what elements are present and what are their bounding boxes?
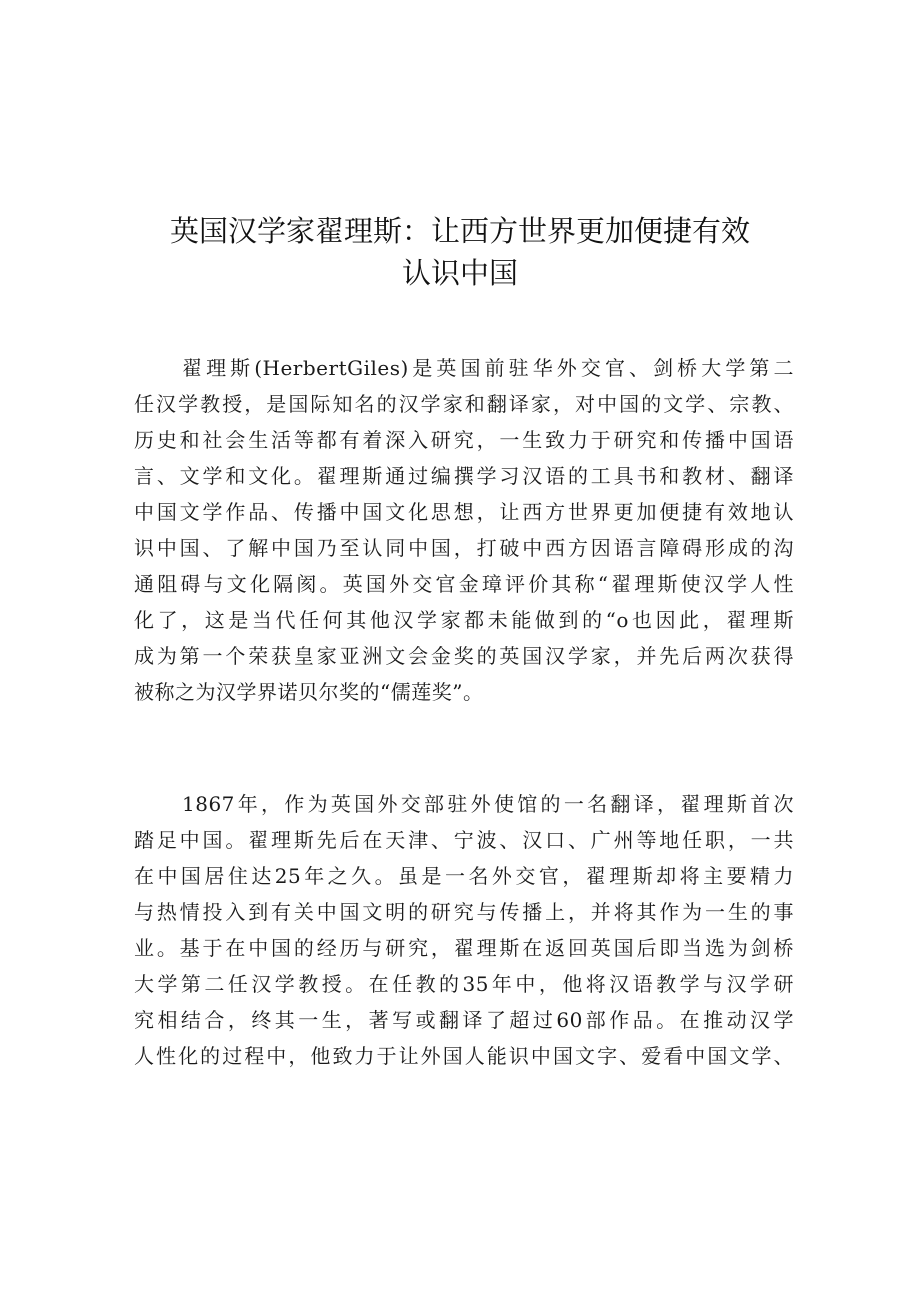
paragraph-1-line-1: 翟理斯(HerbertGiles)是英国前驻华外交官、剑桥大学第二	[182, 356, 794, 380]
paragraph-1-line-9: 成为第一个荣获皇家亚洲文会金奖的英国汉学家，并先后两次获得	[134, 644, 794, 668]
paragraph-2-line-2: 踏足中国。翟理斯先后在天津、宁波、汉口、广州等地任职，一共	[134, 828, 794, 852]
paragraph-1	[134, 350, 794, 710]
paragraph-1-line-8: 化了，这是当代任何其他汉学家都未能做到的“o也因此，翟理斯	[134, 608, 794, 632]
paragraph-2-line-6: 大学第二任汉学教授。在任教的35年中，他将汉语教学与汉学研	[134, 972, 794, 996]
paragraph-1-line-10: 被称之为汉学界诺贝尔奖的“儒莲奖”。	[134, 680, 484, 704]
paragraph-2	[134, 786, 794, 1074]
paragraph-2-line-8: 人性化的过程中，他致力于让外国人能识中国文字、爱看中国文学、	[134, 1044, 794, 1068]
paragraph-1-line-3: 历史和社会生活等都有着深入研究，一生致力于研究和传播中国语	[134, 428, 794, 452]
paragraph-1-line-7: 通阻碍与文化隔阂。英国外交官金璋评价其称“翟理斯使汉学人性	[134, 572, 794, 596]
document-title-line-1: 英国汉学家翟理斯：让西方世界更加便捷有效	[169, 214, 750, 248]
paragraph-2-line-7: 究相结合，终其一生，著写或翻译了超过60部作品。在推动汉学	[134, 1008, 794, 1032]
paragraph-1-line-4: 言、文学和文化。翟理斯通过编撰学习汉语的工具书和教材、翻译	[134, 464, 794, 488]
paragraph-2-line-5: 业。基于在中国的经历与研究，翟理斯在返回英国后即当选为剑桥	[134, 936, 794, 960]
paragraph-2-line-4: 与热情投入到有关中国文明的研究与传播上，并将其作为一生的事	[134, 900, 794, 924]
paragraph-2-line-1: 1867年，作为英国外交部驻外使馆的一名翻译，翟理斯首次	[182, 792, 794, 816]
paragraph-1-line-5: 中国文学作品、传播中国文化思想，让西方世界更加便捷有效地认	[134, 500, 794, 524]
document-title-line-2: 认识中国	[401, 256, 518, 290]
paragraph-2-line-3: 在中国居住达25年之久。虽是一名外交官，翟理斯却将主要精力	[134, 864, 794, 888]
paragraph-1-line-2: 任汉学教授，是国际知名的汉学家和翻译家，对中国的文学、宗教、	[134, 392, 794, 416]
paragraph-1-line-6: 识中国、了解中国乃至认同中国，打破中西方因语言障碍形成的沟	[134, 536, 794, 560]
